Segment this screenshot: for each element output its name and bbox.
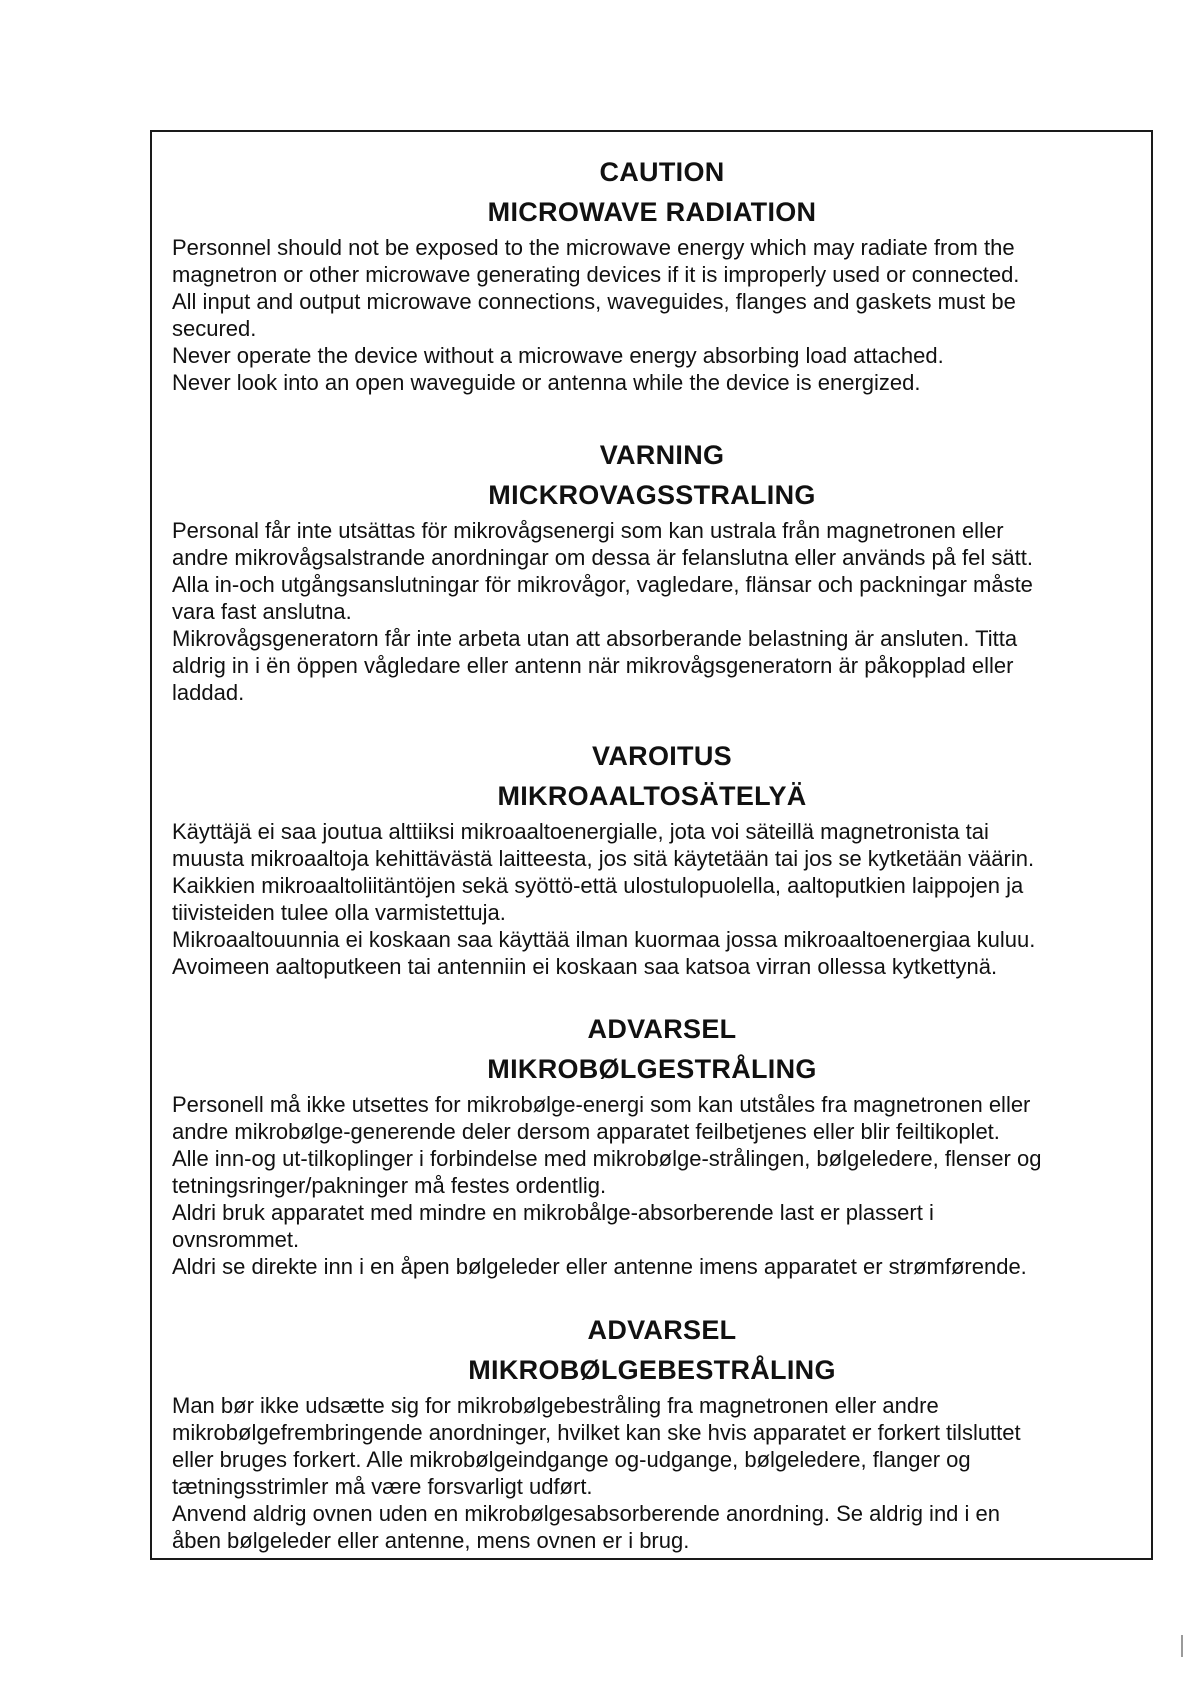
body-line: Mikroaaltouunnia ei koskaan saa käyttää ilman kuormaa jossa mikroaaltoenergiaa kuluu. — [172, 927, 1036, 952]
body-line: aldrig in i ën öppen vågledare eller antenn när mikrovågsgeneratorn är påkopplad eller — [172, 653, 1014, 678]
body-line: mikrobølgefrembringende anordninger, hvilket kan ske hvis apparatet er forkert tilsluttet — [172, 1420, 1021, 1445]
section-finnish — [172, 736, 1132, 980]
body-line: andre mikrobølge-generende deler dersom apparatet feilbetjenes eller blir feiltikoplet. — [172, 1119, 1000, 1144]
body-line: Man bør ikke udsætte sig for mikrobølgebestråling fra magnetronen eller andre — [172, 1393, 939, 1418]
section-subheading: MIKROBØLGEBESTRÅLING — [468, 1355, 836, 1385]
body-line: Avoimeen aaltoputkeen tai antenniin ei koskaan saa katsoa virran ollessa kytkettynä. — [172, 954, 998, 979]
body-line: Alla in-och utgångsanslutningar för mikrovågor, vagledare, flänsar och packningar måste — [172, 572, 1033, 597]
section-subheading: MICROWAVE RADIATION — [487, 197, 817, 227]
body-line: secured. — [172, 316, 257, 341]
body-line: tætningsstrimler må være forsvarligt udført. — [172, 1474, 593, 1499]
section-body — [172, 234, 1132, 396]
section-heading: CAUTION — [599, 157, 725, 187]
body-line: Never operate the device without a microwave energy absorbing load attached. — [172, 343, 944, 368]
body-line: Anvend aldrig ovnen uden en mikrobølgesabsorberende anordning. Se aldrig ind i en — [172, 1501, 1000, 1526]
section-heading: VAROITUS — [592, 741, 732, 771]
section-swedish — [172, 435, 1132, 706]
section-heading: ADVARSEL — [587, 1315, 737, 1345]
section-danish — [172, 1310, 1132, 1554]
body-line: Personnel should not be exposed to the microwave energy which may radiate from the — [172, 235, 1015, 260]
body-line: ovnsrommet. — [172, 1227, 300, 1252]
body-line: vara fast anslutna. — [172, 599, 352, 624]
body-line: laddad. — [172, 680, 245, 705]
section-subheading: MIKROBØLGESTRÅLING — [487, 1054, 817, 1084]
body-line: Personell må ikke utsettes for mikrobølge-energi som kan utståles fra magnetronen eller — [172, 1092, 1031, 1117]
body-line: tetningsringer/pakninger må festes ordentlig. — [172, 1173, 607, 1198]
section-heading: VARNING — [599, 440, 725, 470]
section-body — [172, 1091, 1132, 1280]
body-line: Aldri se direkte inn i en åpen bølgeleder eller antenne imens apparatet er strømførende. — [172, 1254, 1027, 1279]
body-line: Käyttäjä ei saa joutua alttiiksi mikroaaltoenergialle, jota voi säteillä magnetronista tai — [172, 819, 989, 844]
body-line: andre mikrovågsalstrande anordningar om dessa är felanslutna eller används på fel sätt. — [172, 545, 1033, 570]
section-norwegian — [172, 1009, 1132, 1280]
body-line: tiivisteiden tulee olla varmistettuja. — [172, 900, 506, 925]
body-line: Personal får inte utsättas för mikrovågsenergi som kan ustrala från magnetronen eller — [172, 518, 1004, 543]
body-line: Kaikkien mikroaaltoliitäntöjen sekä syöttö-että ulostulopuolella, aaltoputkien laippojen ja — [172, 873, 1024, 898]
scan-edge-mark — [1181, 1635, 1183, 1657]
body-line: magnetron or other microwave generating devices if it is improperly used or connected. — [172, 262, 1020, 287]
body-line: åben bølgeleder eller antenne, mens ovnen er i brug. — [172, 1528, 690, 1553]
section-subheading: MICKROVAGSSTRALING — [488, 480, 816, 510]
section-english — [172, 152, 1132, 396]
body-line: Aldri bruk apparatet med mindre en mikrobålge-absorberende last er plassert i — [172, 1200, 934, 1225]
body-line: All input and output microwave connections, waveguides, flanges and gaskets must be — [172, 289, 1016, 314]
body-line: muusta mikroaaltoja kehittävästä laitteesta, jos sitä käytetään tai jos se kytketään väärin. — [172, 846, 1035, 871]
section-body — [172, 818, 1132, 980]
section-body — [172, 517, 1132, 706]
body-line: Mikrovågsgeneratorn får inte arbeta utan att absorberande belastning är ansluten. Titta — [172, 626, 1018, 651]
body-line: Alle inn-og ut-tilkoplinger i forbindelse med mikrobølge-strålingen, bølgeledere, flenser og — [172, 1146, 1042, 1171]
body-line: eller bruges forkert. Alle mikrobølgeindgange og-udgange, bølgeledere, flanger og — [172, 1447, 971, 1472]
section-body — [172, 1392, 1132, 1554]
body-line: Never look into an open waveguide or antenna while the device is energized. — [172, 370, 921, 395]
warning-notice-box — [150, 130, 1153, 1560]
section-heading: ADVARSEL — [587, 1014, 737, 1044]
section-subheading: MIKROAALTOSÄTELYÄ — [497, 781, 807, 811]
